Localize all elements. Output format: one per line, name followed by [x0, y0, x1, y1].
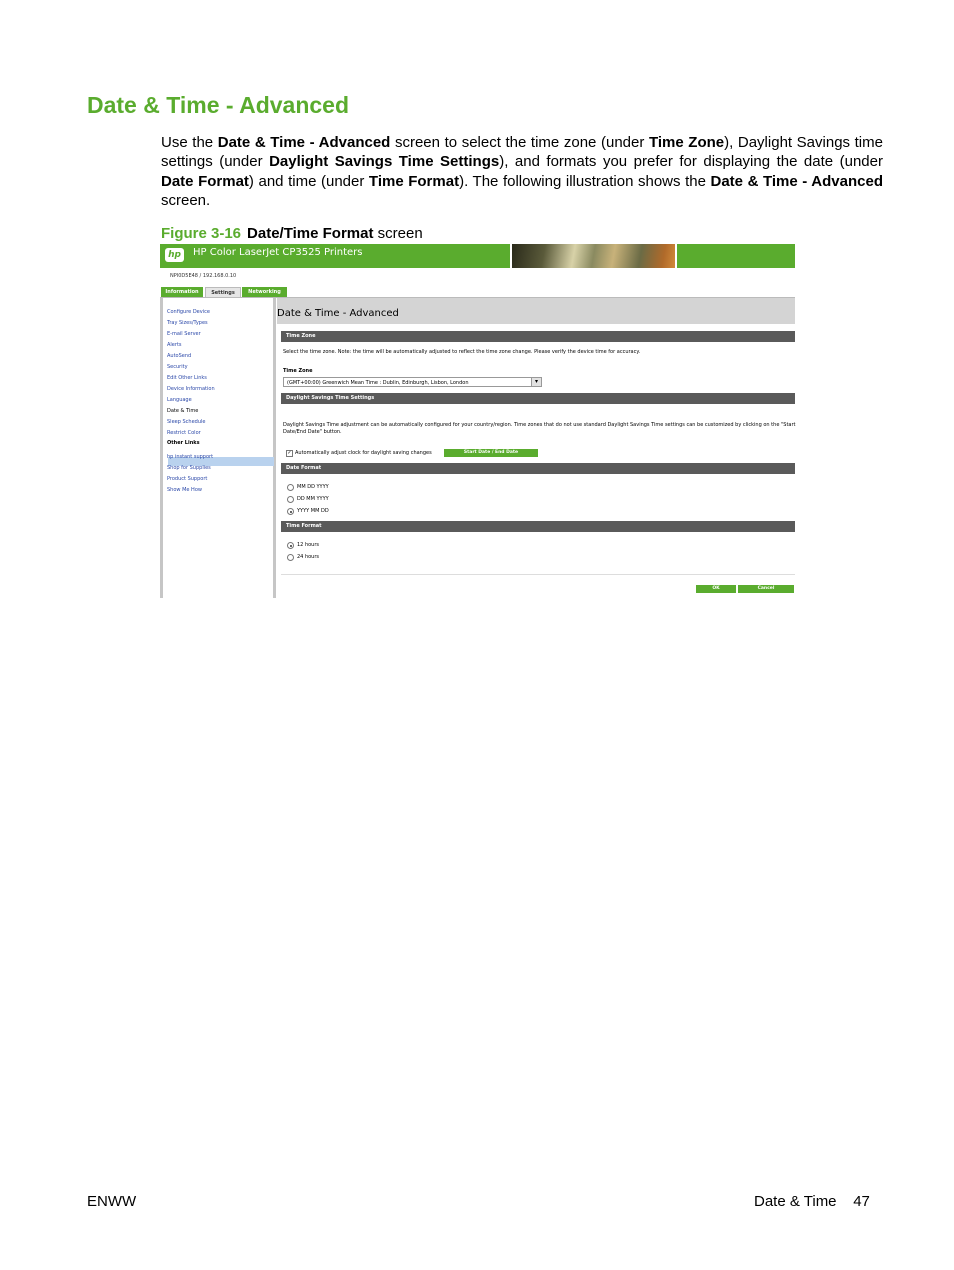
- embedded-screenshot: [160, 244, 795, 598]
- link-product-support[interactable]: Product Support: [167, 476, 208, 482]
- link-shop-for-supplies[interactable]: Shop for Supplies: [167, 465, 211, 471]
- section-bar-dst: Daylight Savings Time Settings: [281, 393, 795, 404]
- hp-logo-icon: hp: [165, 248, 184, 262]
- sidebar-item-date-time[interactable]: Date & Time: [167, 408, 199, 414]
- sidebar-item-configure-device[interactable]: Configure Device: [167, 309, 210, 315]
- date-format-radio-2[interactable]: [287, 508, 294, 515]
- header-photo: [510, 244, 677, 268]
- time-format-radio-0[interactable]: [287, 542, 294, 549]
- time-zone-note: Select the time zone. Note: the time will be automatically adjusted to reflect the time zone change. Please verify the device time for accuracy.: [283, 349, 641, 355]
- page-heading: Date & Time - Advanced: [87, 92, 350, 118]
- section-bar-time-zone: Time Zone: [281, 331, 795, 342]
- figure-number: Figure 3-16: [161, 225, 242, 242]
- auto-adjust-label: Automatically adjust clock for daylight saving changes: [295, 450, 432, 456]
- footer-left: ENWW: [87, 1193, 137, 1210]
- figure-caption: Figure 3-16 Date/Time Format screen: [161, 225, 423, 242]
- page-title: Date & Time - Advanced: [277, 308, 399, 319]
- other-links-heading: Other Links: [167, 440, 200, 446]
- sidebar-item-alerts[interactable]: Alerts: [167, 342, 182, 348]
- time-zone-label: Time Zone: [283, 368, 313, 374]
- footer-section: Date & Time: [754, 1193, 837, 1210]
- time-format-label-1: 24 hours: [297, 554, 320, 560]
- time-zone-value: (GMT+00:00) Greenwich Mean Time : Dublin, Edinburgh, Lisbon, London: [287, 380, 469, 386]
- date-format-radio-0[interactable]: [287, 484, 294, 491]
- link-show-me-how[interactable]: Show Me How: [167, 487, 202, 493]
- sidebar-item-edit-other-links[interactable]: Edit Other Links: [167, 375, 207, 381]
- dst-note-line-2: Date/End Date" button.: [283, 429, 342, 435]
- start-end-date-button[interactable]: Start Date / End Date: [444, 449, 538, 457]
- section-bar-time-format: Time Format: [281, 521, 795, 532]
- form-divider: [281, 574, 795, 575]
- date-format-label-1: DD MM YYYY: [297, 496, 329, 502]
- sidebar-item-sleep-schedule[interactable]: Sleep Schedule: [167, 419, 206, 425]
- cancel-button[interactable]: Cancel: [738, 585, 794, 593]
- time-format-radio-1[interactable]: [287, 554, 294, 561]
- ok-button[interactable]: OK: [696, 585, 736, 593]
- date-format-label-2: YYYY MM DD: [297, 508, 329, 514]
- sidebar-item-language[interactable]: Language: [167, 397, 192, 403]
- time-format-label-0: 12 hours: [297, 542, 320, 548]
- sidebar-item-email-server[interactable]: E-mail Server: [167, 331, 201, 337]
- chevron-down-icon[interactable]: ▾: [531, 378, 541, 386]
- dst-note-line-1: Daylight Savings Time adjustment can be automatically configured for your country/region. Time zones that do not use standard Daylight Savings Time settings can be customized by clicking on the "Start: [283, 422, 796, 428]
- sidebar-item-autosend[interactable]: AutoSend: [167, 353, 192, 359]
- link-hp-instant-support[interactable]: hp instant support: [167, 454, 214, 460]
- tab-information[interactable]: Information: [161, 287, 203, 297]
- sidebar-item-security[interactable]: Security: [167, 364, 188, 370]
- date-format-radio-1[interactable]: [287, 496, 294, 503]
- intro-paragraph: Use the Date & Time - Advanced screen to select the time zone (under Time Zone), Daylight Savings time settings (under Daylight Savings Time Settings), and formats you prefer for displaying the date (under Date Format) and time (under Time Format). The following illustration shows the Date & Time - Advanced screen.: [161, 134, 883, 209]
- page-number: 47: [853, 1193, 870, 1210]
- product-name: HP Color LaserJet CP3525 Printers: [193, 247, 363, 258]
- date-format-label-0: MM DD YYYY: [297, 484, 329, 490]
- sidebar: [160, 298, 276, 598]
- sidebar-item-restrict-color[interactable]: Restrict Color: [167, 430, 201, 436]
- section-bar-date-format: Date Format: [281, 463, 795, 474]
- sidebar-item-tray-sizes[interactable]: Tray Sizes/Types: [167, 320, 208, 326]
- footer-right: [754, 1193, 870, 1210]
- time-zone-select[interactable]: [283, 377, 542, 387]
- tab-networking[interactable]: Networking: [242, 287, 287, 297]
- tab-settings[interactable]: Settings: [205, 287, 241, 298]
- device-address: NPI0D5E48 / 192.168.0.10: [170, 273, 237, 279]
- auto-adjust-checkbox[interactable]: ✓: [287, 450, 292, 456]
- sidebar-item-device-information[interactable]: Device Information: [167, 386, 215, 392]
